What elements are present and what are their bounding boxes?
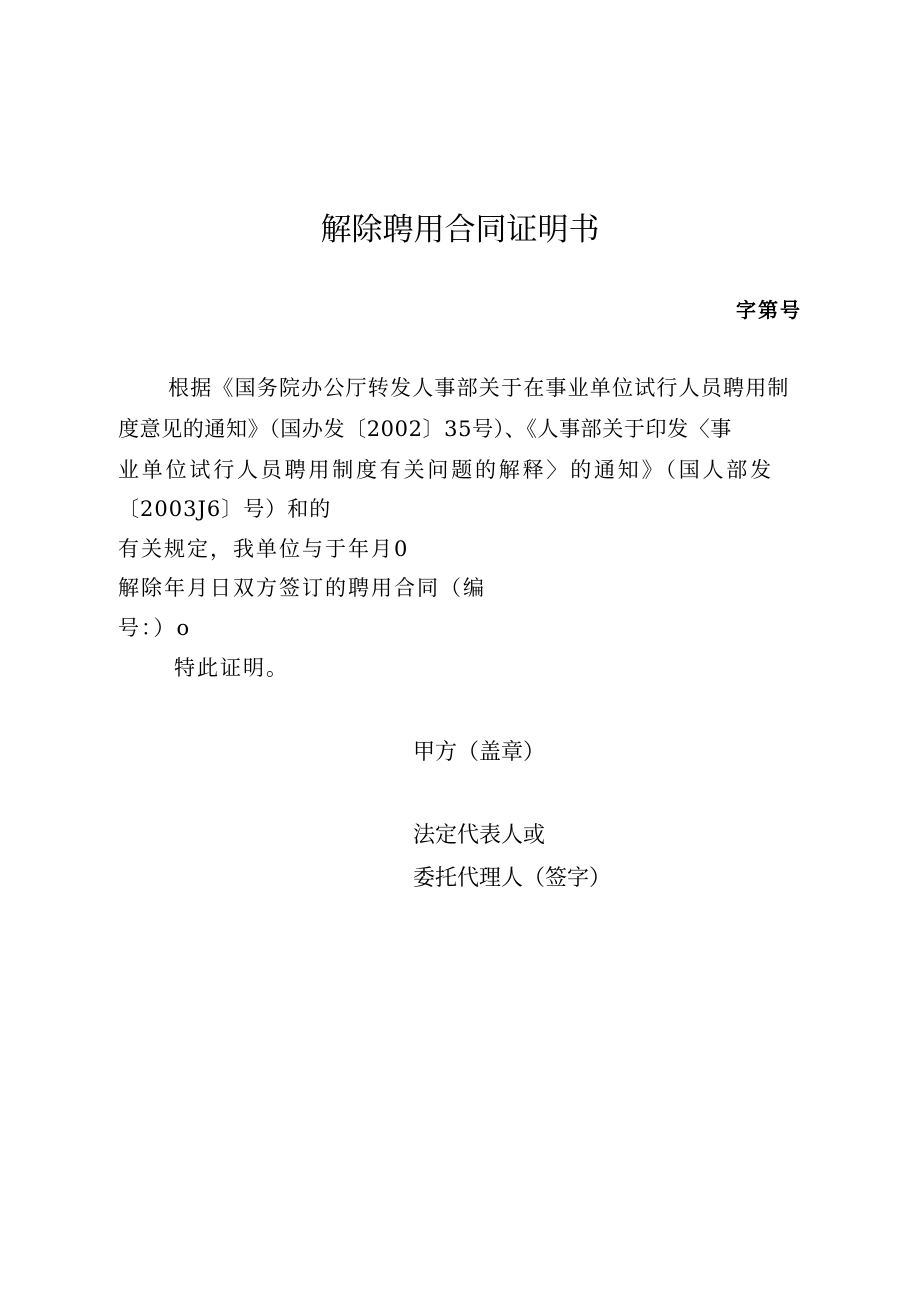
body-line-3: 业单位试行人员聘用制度有关问题的解释〉的通知》（国人部发	[118, 458, 774, 482]
party-a-seal: 甲方（盖章）	[413, 740, 546, 765]
body-line-1: 根据《国务院办公厅转发人事部关于在事业单位试行人员聘用制	[168, 376, 790, 400]
body-line-6: 解除年月日双方签订的聘用合同（编	[118, 576, 486, 600]
representative-line-2: 委托代理人（签字）	[413, 866, 612, 891]
document-title: 解除聘用合同证明书	[320, 212, 600, 248]
body-line-7: 号：）o	[118, 616, 192, 640]
body-line-2: 度意见的通知》（国办发〔2002〕35号）、《人事部关于印发〈事	[118, 417, 732, 441]
representative-line-1: 法定代表人或	[413, 823, 546, 848]
body-line-5: 有关规定，我单位与于年月0	[118, 537, 410, 561]
body-line-8: 特此证明。	[174, 656, 289, 680]
document-number: 字第号	[736, 298, 802, 322]
body-line-4: 〔2003J6〕号）和的	[118, 497, 332, 521]
